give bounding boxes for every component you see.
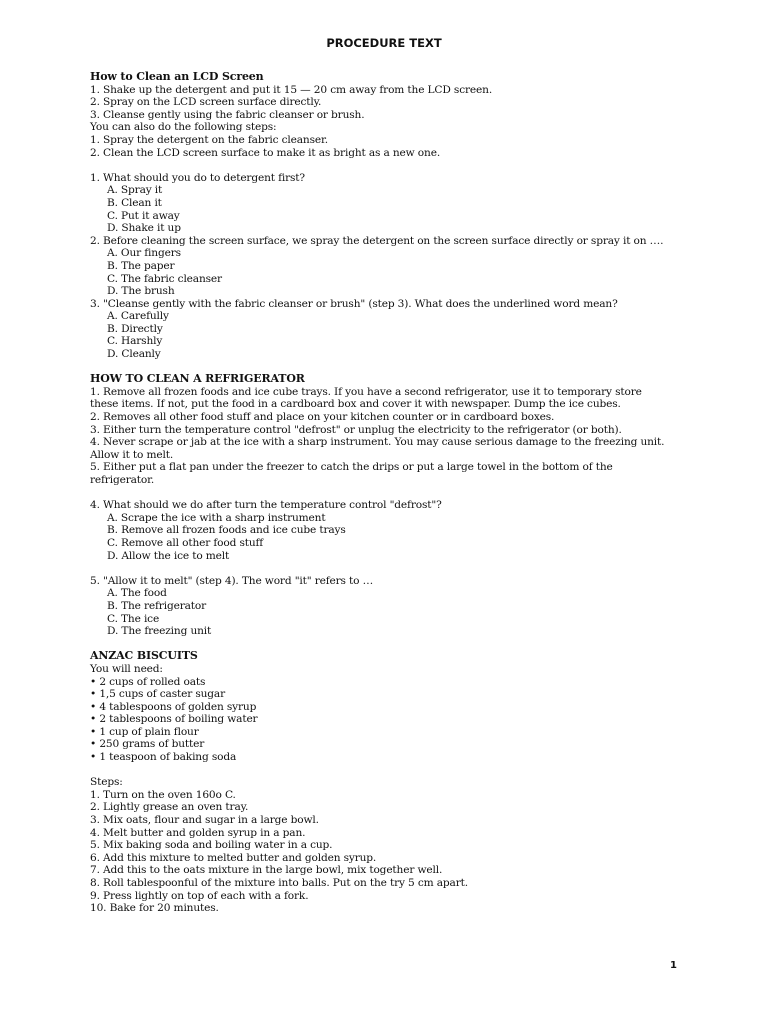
answer-option: C. The fabric cleanser	[107, 272, 222, 285]
blank-line	[90, 764, 690, 777]
answer-option: A. The food	[107, 587, 167, 600]
text-line: 2. Lightly grease an oven tray.	[90, 801, 249, 814]
text-line: 1. Turn on the oven 160o C.	[90, 788, 236, 801]
answer-option: A. Spray it	[107, 184, 163, 197]
answer-option: B. Remove all frozen foods and ice cube trays	[107, 524, 346, 537]
text-line: 8. Roll tablespoonful of the mixture into balls. Put on the try 5 cm apart.	[90, 877, 468, 889]
text-line: • 4 tablespoons of golden syrup	[90, 700, 257, 713]
text-line: 3. Cleanse gently using the fabric cleanser or brush.	[90, 108, 365, 121]
text-line: • 1 teaspoon of baking soda	[90, 751, 237, 764]
section-heading: ANZAC BISCUITS	[90, 649, 198, 663]
text-line: 2. Removes all other food stuff and place on your kitchen counter or in cardboard boxes.	[90, 411, 555, 424]
answer-option: C. Put it away	[107, 209, 180, 222]
text-line: refrigerator.	[90, 474, 155, 486]
answer-option: C. The ice	[107, 612, 160, 625]
answer-option: B. The refrigerator	[107, 599, 207, 612]
text-line: 5. Mix baking soda and boiling water in a cup.	[90, 839, 333, 852]
text-line: • 250 grams of butter	[90, 738, 205, 751]
answer-option: C. Harshly	[107, 335, 163, 348]
section-heading: HOW TO CLEAN A REFRIGERATOR	[90, 372, 305, 386]
text-line: these items. If not, put the food in a cardboard box and cover it with newspaper. Dump the ice cubes.	[90, 398, 621, 411]
text-line: 2. Before cleaning the screen surface, we spray the detergent on the screen surface directly or spray it on ….	[90, 234, 664, 247]
answer-option: A. Scrape the ice with a sharp instrument	[107, 511, 326, 524]
text-line: • 1 cup of plain flour	[90, 725, 199, 738]
answer-option: D. Allow the ice to melt	[107, 549, 230, 562]
text-line: Allow it to melt.	[90, 448, 174, 461]
text-line: 1. Shake up the detergent and put it 15 — 20 cm away from the LCD screen.	[90, 83, 493, 96]
answer-option: D. The freezing unit	[107, 625, 212, 638]
answer-option: B. Clean it	[107, 196, 162, 209]
text-line: 6. Add this mixture to melted butter and golden syrup.	[90, 851, 377, 864]
page-number: 1	[670, 960, 677, 971]
text-line: You can also do the following steps:	[90, 121, 277, 134]
text-line: 4. Never scrape or jab at the ice with a sharp instrument. You may cause serious damage to the freezing unit.	[90, 436, 665, 449]
text-line: 1. Spray the detergent on the fabric cleanser.	[90, 133, 328, 146]
text-line: 10. Bake for 20 minutes.	[90, 902, 219, 915]
blank-line	[90, 562, 690, 575]
text-line: Steps:	[90, 776, 123, 789]
answer-option: A. Carefully	[107, 310, 169, 323]
text-line: 3. "Cleanse gently with the fabric cleanser or brush" (step 3). What does the underlined word mean?	[90, 297, 618, 310]
text-line: 2. Spray on the LCD screen surface directly.	[90, 96, 322, 109]
document-body	[90, 71, 690, 915]
answer-option: A. Our fingers	[107, 247, 181, 260]
text-line: • 2 cups of rolled oats	[90, 675, 206, 688]
text-line: You will need:	[90, 662, 163, 675]
text-line: 1. Remove all frozen foods and ice cube trays. If you have a second refrigerator, use it to temporary store	[90, 385, 642, 398]
answer-option: D. Cleanly	[107, 348, 161, 361]
text-line: 2. Clean the LCD screen surface to make it as bright as a new one.	[90, 146, 441, 159]
blank-line	[90, 159, 690, 172]
answer-option: C. Remove all other food stuff	[107, 536, 264, 549]
text-line: 7. Add this to the oats mixture in the large bowl, mix together well.	[90, 864, 443, 877]
text-line: 3. Mix oats, flour and sugar in a large bowl.	[90, 814, 319, 827]
text-line: 5. Either put a flat pan under the freezer to catch the drips or put a large towel in the bottom of the	[90, 461, 613, 474]
text-line: • 1,5 cups of caster sugar	[90, 688, 226, 701]
answer-option: D. Shake it up	[107, 222, 181, 235]
answer-option: D. The brush	[107, 285, 175, 298]
text-line: 4. What should we do after turn the temperature control "defrost"?	[90, 499, 442, 512]
blank-line	[90, 487, 690, 500]
section-heading: How to Clean an LCD Screen	[90, 70, 264, 83]
text-line: 5. "Allow it to melt" (step 4). The word "it" refers to …	[90, 574, 374, 587]
text-line: 9. Press lightly on top of each with a fork.	[90, 889, 309, 902]
text-line: • 2 tablespoons of boiling water	[90, 713, 258, 726]
page-title: PROCEDURE TEXT	[326, 36, 442, 50]
text-line: 3. Either turn the temperature control "defrost" or unplug the electricity to the refrigerator (or both).	[90, 423, 622, 436]
text-line: 1. What should you do to detergent first?	[90, 171, 305, 184]
answer-option: B. The paper	[107, 259, 175, 272]
text-line: 4. Melt butter and golden syrup in a pan.	[90, 826, 306, 839]
answer-option: B. Directly	[107, 322, 163, 335]
